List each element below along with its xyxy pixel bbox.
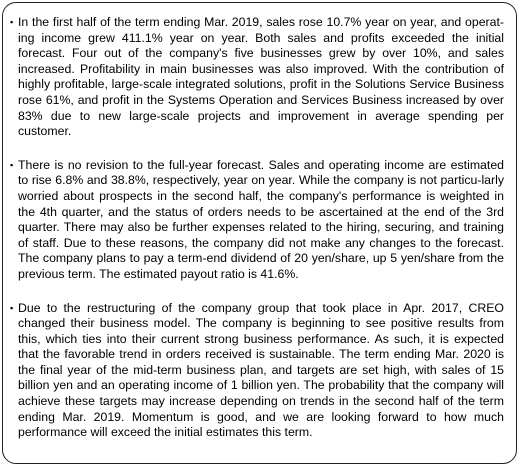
- paragraph-text: In the first half of the term ending Mar. 2019, sales rose 10.7% year on year, and operat-ing income grew 411.1% year on year. Both sales and profits exceeded the initial forecast. Four out of the company's five businesses grew by over 10%, and sales increased. Profitability in main businesses was also improved. With the contribution of highly profitable, large-scale integrated solutions, profit in the Solutions Service Business rose 61%, and profit in the Systems Operation and Services Business increased by over 83% due to new large-scale projects and improvement in average spending per customer.: [18, 15, 504, 139]
- paragraph-text: Due to the restructuring of the company group that took place in Apr. 2017, CREO changed their business model. The company is beginning to see positive results from this, which ties into their current strong business performance. As such, it is expected that the favorable trend in orders received is sustainable. The term ending Mar. 2020 is the final year of the mid-term business plan, and targets are set high, with sales of 15 billion yen and an operating income of 1 billion yen. The probability that the company will achieve these targets may increase depending on trends in the second half of the term ending Mar. 2019. Momentum is good, and we are looking forward to how much performance will exceed the initial estimates this term.: [18, 300, 504, 440]
- paragraph-first-half-results: [9, 15, 504, 140]
- paragraph-forecast: [9, 158, 504, 283]
- bullet-icon: ▪: [10, 302, 14, 313]
- bullet-icon: ▪: [10, 17, 14, 27]
- bullet-icon: ▪: [10, 159, 14, 170]
- summary-panel: [2, 2, 517, 464]
- paragraph-outlook: [9, 301, 504, 441]
- paragraph-text: There is no revision to the full-year forecast. Sales and operating income are estimated to rise 6.8% and 38.8%, respectively, year on year. While the company is not particu-larly worried about prospects in the second half, the company's performance is weighted in the 4th quarter, and the status of orders needs to be ascertained at the end of the 3rd quarter. There may also be further expenses related to the hiring, securing, and training of staff. Due to these reasons, the company did not make any changes to the forecast. The company plans to pay a term-end dividend of 20 yen/share, up 5 yen/share from the previous term. The estimated payout ratio is 41.6%.: [18, 157, 504, 281]
